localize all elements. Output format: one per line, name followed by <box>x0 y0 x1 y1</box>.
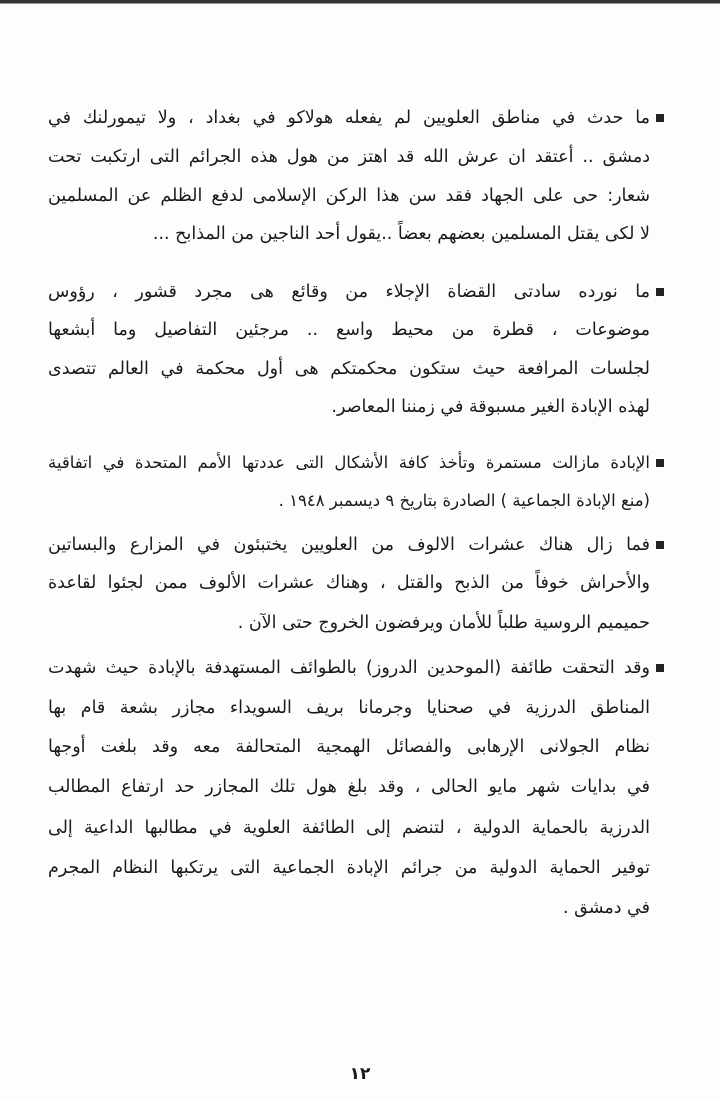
paragraph-5-line-1: وقد التحقت طائفة (الموحدين الدروز) بالطوائف المستهدفة بالإبادة حيث شهدت <box>48 658 650 678</box>
paragraph-3-line-1: الإبادة مازالت مستمرة وتأخذ كافة الأشكال التى عددتها الأمم المتحدة في اتفاقية <box>48 453 650 472</box>
paragraph-2-line-4: لهذه الإبادة الغير مسبوقة في زمننا المعاصر. <box>331 397 650 417</box>
paragraph-4-line-3: حميميم الروسية طلباً للأمان ويرفضون الخروج حتى الآن . <box>237 613 650 633</box>
paragraph-4-line-1: فما زال هناك عشرات الالوف من العلويين يختبئون في المزارع والبساتين <box>48 535 650 555</box>
paragraph-5-line-4: في بدايات شهر مايو الحالى ، وقد بلغ هول تلك المجازر حد ارتفاع المطالب <box>48 777 650 797</box>
bullet-marker <box>656 664 664 672</box>
paragraph-1-line-1: ما حدث في مناطق العلويين لم يفعله هولاكو في بغداد ، ولا تيمورلنك في <box>48 108 650 128</box>
paragraph-5-line-7: في دمشق . <box>562 898 650 918</box>
bullet-marker <box>656 459 664 467</box>
paragraph-5-line-3: نظام الجولانى الإرهابى والفصائل الهمجية المتحالفة معه وقد بلغت أوجها <box>48 737 650 757</box>
paragraph-4-line-2: والأحراش خوفاً من الذبح والقتل ، وهناك عشرات الألوف ممن لجئوا لقاعدة <box>48 573 650 593</box>
bullet-marker <box>656 541 664 549</box>
paragraph-3-line-2: (منع الإبادة الجماعية ) الصادرة بتاريخ ٩ ديسمبر ١٩٤٨ . <box>278 491 650 510</box>
paragraph-5-line-5: الدرزية بالحماية الدولية ، لتنضم إلى الطائفة العلوية في مطالبها الداعية إلى <box>48 818 650 838</box>
paragraph-5-line-2: المناطق الدرزية في صحنايا وجرمانا بريف السويداء مجازر بشعة قام بها <box>48 698 650 718</box>
paragraph-2-line-2: موضوعات ، قطرة من محيط واسع .. مرجئين التفاصيل وما أبشعها <box>48 320 650 340</box>
paragraph-1-line-3: شعار: حى على الجهاد فقد سن هذا الركن الإسلامى لدفع الظلم عن المسلمين <box>48 186 650 206</box>
paragraph-2-line-1: ما نورده سادتى القضاة الإجلاء من وقائع هى مجرد قشور ، رؤوس <box>48 282 650 302</box>
bullet-marker <box>656 288 664 296</box>
paragraph-1-line-2: دمشق .. أعتقد ان عرش الله قد اهتز من هول هذه الجرائم التى ارتكبت تحت <box>48 147 650 167</box>
bullet-marker <box>656 114 664 122</box>
paragraph-1-line-4: لا لكى يقتل المسلمين بعضهم بعضاً ..يقول أحد الناجين من المذابح ... <box>152 224 650 244</box>
paragraph-5-line-6: توفير الحماية الدولية من جرائم الإبادة الجماعية التى يرتكبها النظام المجرم <box>48 858 650 878</box>
page-number: ١٢ <box>349 1064 371 1084</box>
paragraph-2-line-3: لجلسات المرافعة حيث ستكون محكمتكم هى أول محكمة في العالم تتصدى <box>48 359 650 379</box>
